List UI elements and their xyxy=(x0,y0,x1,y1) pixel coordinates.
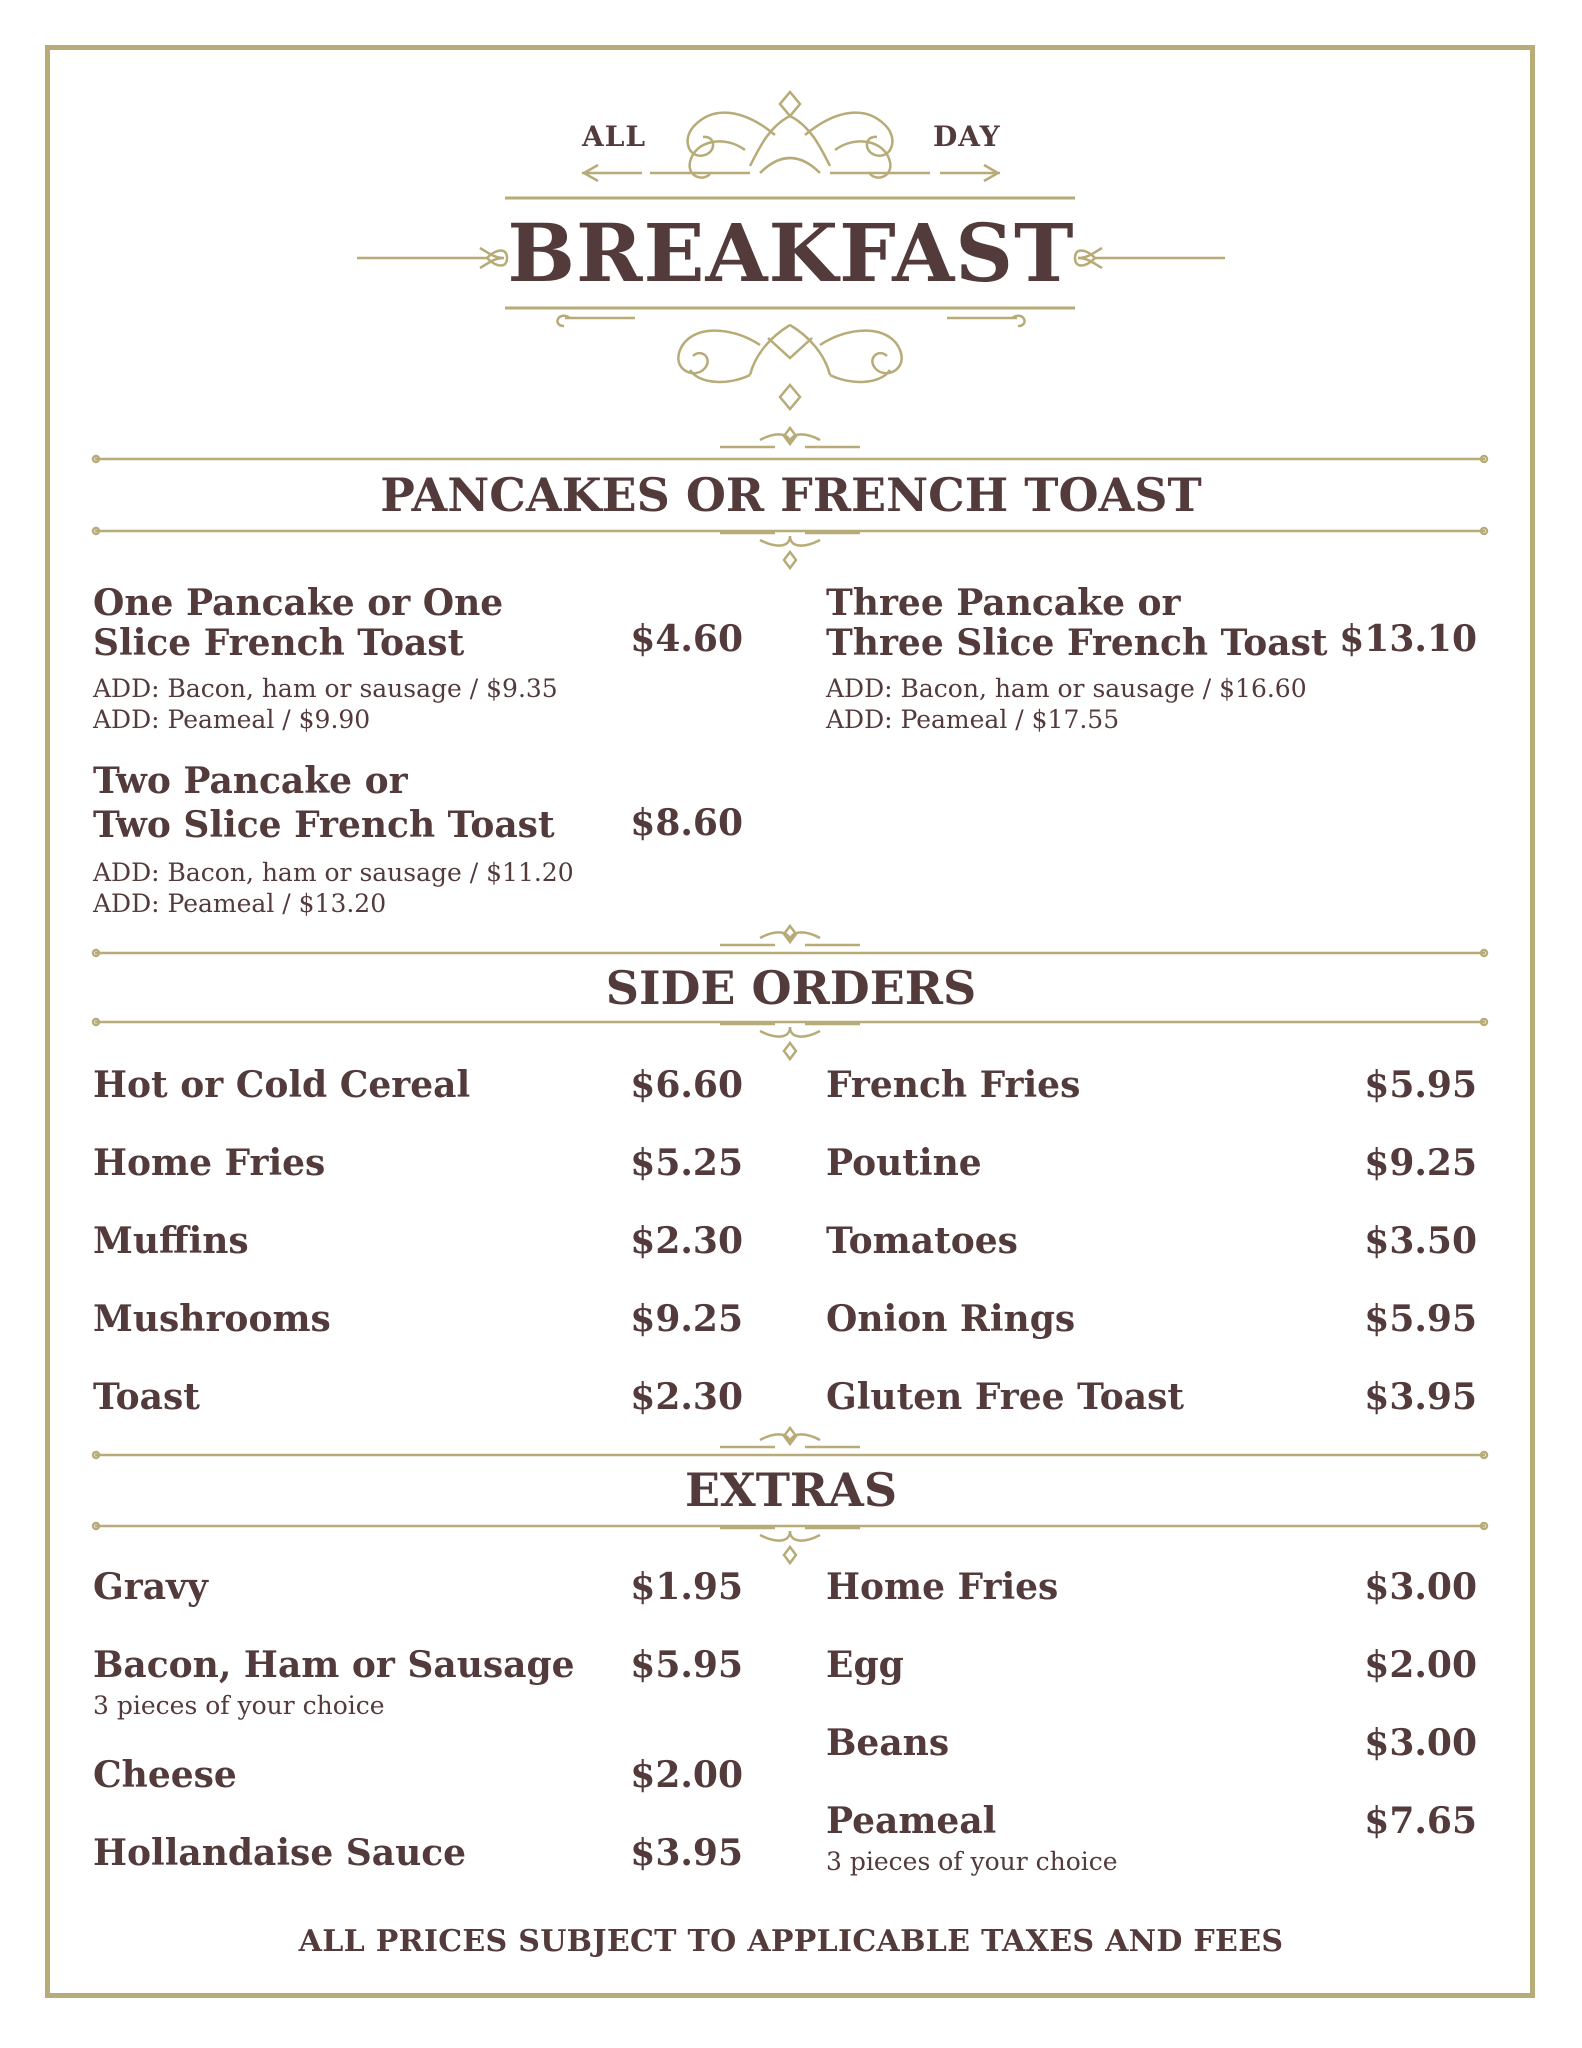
item-name: Peameal xyxy=(826,1800,997,1842)
menu-item xyxy=(826,1221,1477,1261)
item-note: 3 pieces of your choice xyxy=(93,1691,385,1720)
item-price: $2.00 xyxy=(630,1754,743,1796)
menu-item xyxy=(93,1567,743,1607)
header-day-label: DAY xyxy=(933,120,1001,153)
item-name: French Fries xyxy=(826,1064,1081,1106)
item-name: Three Pancake or Three Slice French Toast xyxy=(826,582,1328,664)
item-note: 3 pieces of your choice xyxy=(826,1847,1118,1876)
item-addon: ADD: Peameal / $9.90 xyxy=(93,705,371,734)
section-title-pancakes: PANCAKES OR FRENCH TOAST xyxy=(380,468,1202,522)
section-title-extras: EXTRAS xyxy=(684,1463,898,1517)
menu-item xyxy=(93,759,743,919)
menu-item xyxy=(93,1645,743,1721)
item-name: Hot or Cold Cereal xyxy=(93,1064,471,1106)
item-name: Muffins xyxy=(93,1220,249,1262)
item-name: Onion Rings xyxy=(826,1298,1076,1340)
item-price: $9.25 xyxy=(630,1298,743,1340)
item-price: $3.95 xyxy=(630,1832,743,1874)
item-price: $5.95 xyxy=(1364,1064,1477,1106)
item-price: $3.50 xyxy=(1364,1220,1477,1262)
item-price: $5.95 xyxy=(1364,1298,1477,1340)
item-name: Bacon, Ham or Sausage xyxy=(93,1644,575,1686)
item-name: Egg xyxy=(826,1644,904,1686)
item-price: $8.60 xyxy=(630,802,743,844)
item-addon: ADD: Peameal / $13.20 xyxy=(93,889,387,918)
item-price: $13.10 xyxy=(1339,618,1477,660)
item-price: $5.95 xyxy=(630,1644,743,1686)
item-price: $2.30 xyxy=(630,1220,743,1262)
item-price: $6.60 xyxy=(630,1064,743,1106)
page-title: BREAKFAST xyxy=(507,206,1075,300)
menu-item xyxy=(93,1221,743,1261)
item-name: Poutine xyxy=(826,1142,982,1184)
item-price: $3.00 xyxy=(1364,1566,1477,1608)
menu-item xyxy=(93,1833,743,1873)
menu-item xyxy=(826,1723,1477,1763)
item-addon: ADD: Bacon, ham or sausage / $9.35 xyxy=(93,674,558,703)
item-name: One Pancake or One Slice French Toast xyxy=(93,582,504,664)
item-price: $2.30 xyxy=(630,1376,743,1418)
item-name: Beans xyxy=(826,1722,950,1764)
item-name: Mushrooms xyxy=(93,1298,331,1340)
item-price: $3.95 xyxy=(1364,1376,1477,1418)
menu-item xyxy=(93,1377,743,1417)
item-name: Toast xyxy=(93,1376,200,1418)
item-name: Home Fries xyxy=(826,1566,1059,1608)
menu-item xyxy=(826,583,1477,735)
menu-item xyxy=(826,1801,1477,1877)
item-addon: ADD: Bacon, ham or sausage / $11.20 xyxy=(93,858,574,887)
menu-item xyxy=(826,1299,1477,1339)
item-name: Gluten Free Toast xyxy=(826,1376,1184,1418)
item-price: $2.00 xyxy=(1364,1644,1477,1686)
menu-item xyxy=(826,1065,1477,1105)
menu-item xyxy=(826,1377,1477,1417)
menu-item xyxy=(826,1143,1477,1183)
header-all-label: ALL xyxy=(582,120,647,153)
item-name: Cheese xyxy=(93,1754,237,1796)
item-addon: ADD: Bacon, ham or sausage / $16.60 xyxy=(826,674,1307,703)
item-price: $3.00 xyxy=(1364,1722,1477,1764)
price-disclaimer: ALL PRICES SUBJECT TO APPLICABLE TAXES AND FEES xyxy=(298,1924,1284,1959)
menu-item xyxy=(93,1143,743,1183)
item-name: Home Fries xyxy=(93,1142,326,1184)
item-price: $5.25 xyxy=(630,1142,743,1184)
menu-item xyxy=(93,1755,743,1795)
item-addon: ADD: Peameal / $17.55 xyxy=(826,705,1120,734)
menu-item xyxy=(93,583,743,735)
item-price: $7.65 xyxy=(1364,1800,1477,1842)
menu-item xyxy=(93,1065,743,1105)
section-title-side-orders: SIDE ORDERS xyxy=(605,961,977,1015)
item-name: Tomatoes xyxy=(826,1220,1018,1262)
item-price: $1.95 xyxy=(630,1566,743,1608)
item-name: Hollandaise Sauce xyxy=(93,1832,467,1874)
item-price: $4.60 xyxy=(630,618,743,660)
menu-item xyxy=(826,1645,1477,1685)
menu-item xyxy=(826,1567,1477,1607)
item-name: Two Pancake or Two Slice French Toast xyxy=(93,760,555,846)
item-name: Gravy xyxy=(93,1566,208,1608)
item-price: $9.25 xyxy=(1364,1142,1477,1184)
menu-item xyxy=(93,1299,743,1339)
